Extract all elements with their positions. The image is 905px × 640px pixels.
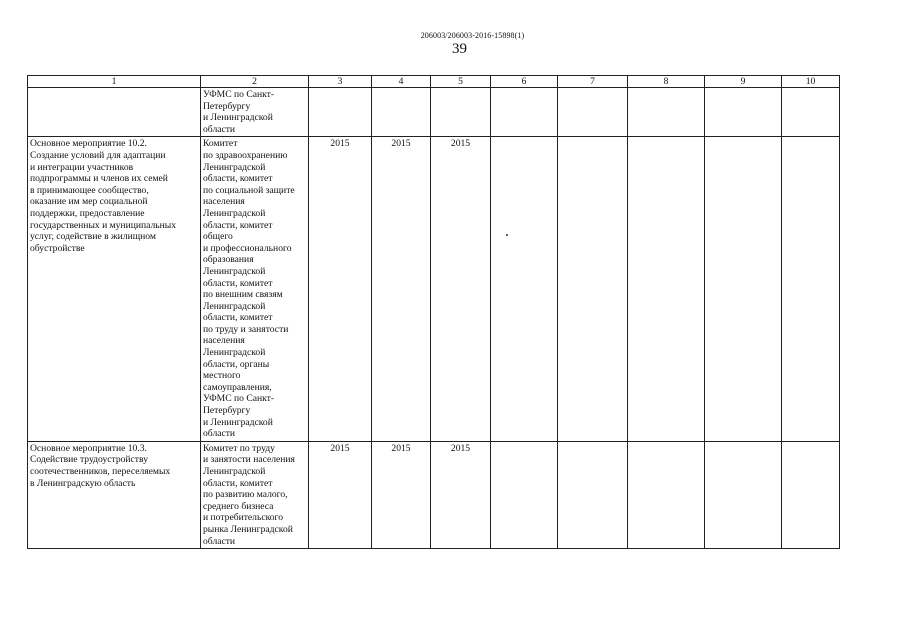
scan-speck <box>506 234 508 236</box>
executor-cell: УФМС по Санкт- Петербургу и Ленинградской области <box>201 88 309 137</box>
column-header: 2 <box>201 76 309 88</box>
empty-cell <box>705 441 782 548</box>
page-number: 39 <box>452 41 467 57</box>
empty-cell <box>558 88 628 137</box>
column-header: 10 <box>782 76 840 88</box>
empty-cell <box>491 441 558 548</box>
empty-cell <box>558 441 628 548</box>
empty-cell <box>705 137 782 441</box>
empty-cell <box>628 88 705 137</box>
empty-cell <box>782 441 840 548</box>
column-header: 3 <box>309 76 372 88</box>
empty-cell <box>491 137 558 441</box>
table-row <box>28 137 840 441</box>
column-header: 8 <box>628 76 705 88</box>
empty-cell <box>782 137 840 441</box>
year-cell <box>372 88 431 137</box>
column-header: 4 <box>372 76 431 88</box>
measure-cell: Основное мероприятие 10.2. Создание условий для адаптации и интеграции участников подпрограммы и членов их семей в принимающее сообщество, оказание им мер социальной поддержки, предоставление государственных и муниципальных услуг, содействие в жилищном обустройстве <box>28 137 201 441</box>
table-header-row <box>28 76 840 88</box>
program-table <box>27 75 840 549</box>
column-header: 9 <box>705 76 782 88</box>
empty-cell <box>628 137 705 441</box>
year-cell <box>309 88 372 137</box>
measure-cell: Основное мероприятие 10.3. Содействие трудоустройству соотечественников, переселяемых в Ленинградскую область <box>28 441 201 548</box>
empty-cell <box>628 441 705 548</box>
year-cell <box>431 88 491 137</box>
year-cell: 2015 <box>372 137 431 441</box>
column-header: 7 <box>558 76 628 88</box>
year-cell: 2015 <box>309 441 372 548</box>
executor-cell: Комитет по труду и занятости населения Ленинградской области, комитет по развитию малого, среднего бизнеса и потребительского рынка Ленинградской области <box>201 441 309 548</box>
year-cell: 2015 <box>372 441 431 548</box>
measure-cell <box>28 88 201 137</box>
column-header: 6 <box>491 76 558 88</box>
empty-cell <box>782 88 840 137</box>
empty-cell <box>705 88 782 137</box>
empty-cell <box>491 88 558 137</box>
executor-cell: Комитет по здравоохранению Ленинградской области, комитет по социальной защите населения Ленинградской области, комитет общего и профессионального образования Ленинградской области, комитет по внешним связям Ленинградской области, комитет по труду и занятости населения Ленинградской области, органы местного самоуправления, УФМС по Санкт- Петербургу и Ленинградской области <box>201 137 309 441</box>
year-cell: 2015 <box>309 137 372 441</box>
column-header: 1 <box>28 76 201 88</box>
table-row <box>28 88 840 137</box>
column-header: 5 <box>431 76 491 88</box>
table-row <box>28 441 840 548</box>
document-id: 206003/206003-2016-15898(1) <box>420 31 525 40</box>
empty-cell <box>558 137 628 441</box>
year-cell: 2015 <box>431 137 491 441</box>
year-cell: 2015 <box>431 441 491 548</box>
